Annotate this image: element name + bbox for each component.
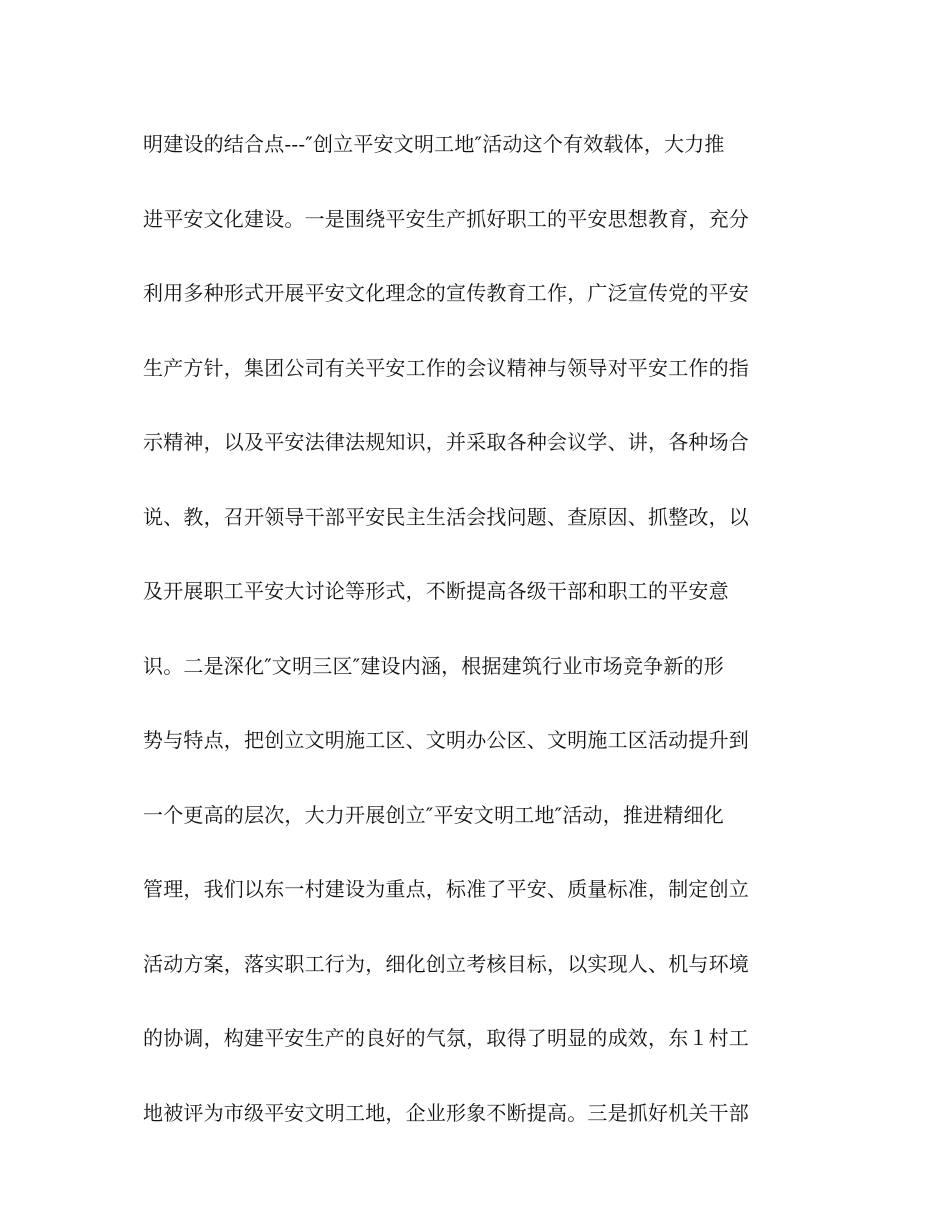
text-line-13: 的协调，构建平安生产的良好的气氛，取得了明显的成效，东１村工: [143, 1026, 749, 1050]
text-line-9: 势与特点，把创立文明施工区、文明办公区、文明施工区活动提升到: [143, 728, 749, 752]
text-line-3: 利用多种形式开展平安文化理念的宣传教育工作，广泛宣传党的平安: [143, 281, 749, 305]
text-line-2: 进平安文化建设。一是围绕平安生产抓好职工的平安思想教育，充分: [143, 206, 749, 231]
text-line-7: 及开展职工平安大讨论等形式，不断提高各级干部和职工的平安意: [143, 579, 729, 603]
text-line-12: 活动方案，落实职工行为，细化创立考核目标，以实现人、机与环境: [143, 951, 749, 976]
text-line-11: 管理，我们以东一村建设为重点，标准了平安、质量标准，制定创立: [143, 877, 749, 901]
text-line-5: 示精神，以及平安法律法规知识，并采取各种会议学、讲，各种场合: [143, 430, 749, 454]
text-line-8: 识。二是深化″文明三区″建设内涵，根据建筑行业市场竞争新的形: [143, 653, 724, 678]
text-line-14: 地被评为市级平安文明工地，企业形象不断提高。三是抓好机关干部: [143, 1100, 749, 1125]
text-line-10: 一个更高的层次，大力开展创立″平安文明工地″活动，推进精细化: [143, 802, 724, 827]
text-line-4: 生产方针，集团公司有关平安工作的会议精神与领导对平安工作的指: [143, 355, 749, 380]
body-text: [143, 124, 813, 1167]
text-line-1: 明建设的结合点---″创立平安文明工地″活动这个有效载体，大力推: [143, 132, 725, 156]
text-line-6: 说、教，召开领导干部平安民主生活会找问题、查原因、抓整改，以: [143, 504, 749, 529]
